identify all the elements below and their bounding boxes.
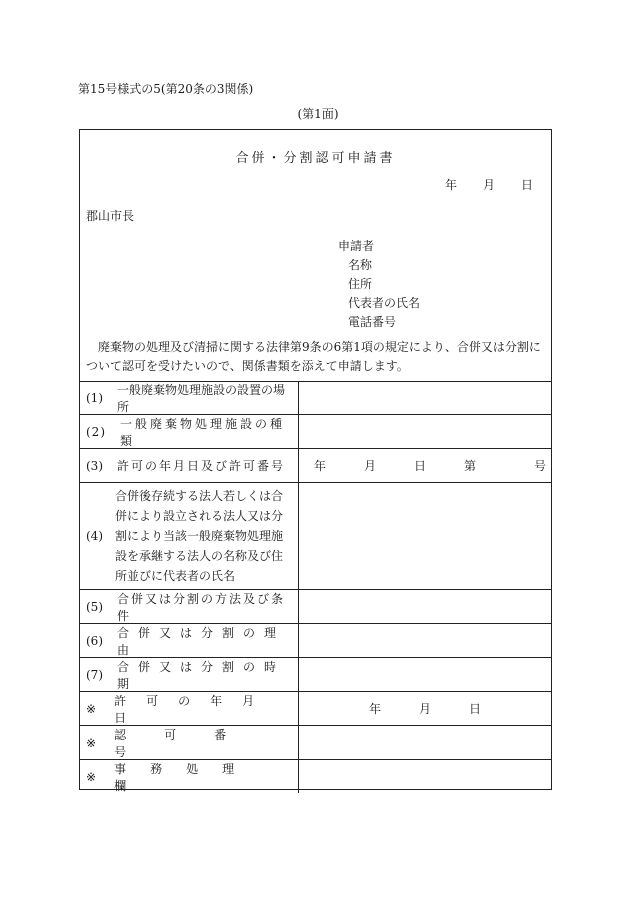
field-row-facility-type: [80, 414, 551, 448]
field-row-merger-reason: [80, 623, 551, 657]
row-number: (4): [86, 529, 103, 543]
field-row-office-processing: [80, 759, 551, 793]
row-number: (3): [86, 458, 103, 473]
row-label: 合併又は分割の方法及び条件: [117, 591, 286, 623]
form-fields-table: [80, 381, 551, 793]
facility-type-field[interactable]: [299, 415, 551, 448]
field-row-merger-timing: [80, 657, 551, 691]
applicant-name-label: 名称: [348, 258, 373, 272]
date-month-label: 月: [482, 178, 495, 192]
applicant-phone-label: 電話番号: [348, 315, 397, 329]
applicant-representative-label: 代表者の氏名: [348, 296, 421, 310]
row-label: 認可番号: [114, 727, 265, 759]
office-use-mark: ※: [86, 769, 97, 784]
applicant-block: [338, 237, 420, 332]
form-number: 第15号様式の5(第20条の3関係): [78, 82, 254, 96]
row-number: (1): [86, 391, 103, 405]
permit-day-label: 日: [413, 459, 426, 473]
application-statement: 廃棄物の処理及び清掃に関する法律第9条の6第1項の規定により、合併又は分割について認可を受けたいので、関係書類を添えて申請します。: [86, 340, 541, 373]
field-row-permit-date-number: [80, 448, 551, 482]
row-label: 合併又は分割の時期: [117, 659, 286, 691]
row-number: (2): [86, 424, 106, 439]
permit-date-number-field[interactable]: [299, 449, 551, 482]
row-label: 合併又は分割の理由: [117, 625, 286, 657]
approval-year-label: 年: [368, 702, 381, 716]
merger-timing-field[interactable]: [299, 658, 551, 691]
field-row-merger-method: [80, 589, 551, 623]
facility-location-field[interactable]: [299, 382, 551, 414]
office-use-mark: ※: [86, 735, 97, 750]
field-row-successor-corporation: [80, 482, 551, 589]
permit-number-prefix: 第: [464, 459, 477, 473]
approval-number-field[interactable]: [299, 726, 551, 759]
row-number: (5): [86, 599, 103, 614]
form-header-section: [80, 130, 551, 381]
row-number: (6): [86, 633, 103, 648]
row-label: 許可の年月日及び許可番号: [117, 459, 286, 473]
office-processing-field[interactable]: [299, 760, 551, 793]
permit-number-suffix: 号: [534, 459, 547, 473]
permit-month-label: 月: [363, 459, 376, 473]
row-label: 許可の年月日: [114, 693, 275, 725]
successor-corporation-field[interactable]: [299, 483, 551, 589]
date-year-label: 年: [444, 178, 457, 192]
date-day-label: 日: [520, 178, 533, 192]
field-row-facility-location: [80, 381, 551, 414]
permit-year-label: 年: [313, 459, 326, 473]
merger-method-field[interactable]: [299, 590, 551, 623]
addressee: 郡山市長: [86, 209, 135, 223]
row-label: 一般廃棄物処理施設の種類: [120, 416, 286, 448]
office-use-mark: ※: [86, 701, 97, 716]
approval-day-label: 日: [469, 702, 482, 716]
row-label: 合併後存続する法人若しくは合併により設立される法人又は分割により当該一般廃棄物処理施設を承継する法人の名称及び住所並びに代表者の氏名: [115, 489, 284, 583]
field-row-approval-number: [80, 725, 551, 759]
applicant-label: 申請者: [338, 239, 375, 253]
application-form: [79, 129, 552, 793]
field-row-approval-date: [80, 691, 551, 725]
approval-month-label: 月: [418, 702, 431, 716]
applicant-address-label: 住所: [348, 277, 373, 291]
row-label: 一般廃棄物処理施設の設置の場所: [117, 383, 286, 414]
approval-date-field[interactable]: [299, 692, 551, 725]
form-title: 合併・分割認可申請書: [235, 151, 396, 166]
row-label: 事務処理欄: [114, 761, 259, 793]
row-number: (7): [86, 667, 103, 682]
merger-reason-field[interactable]: [299, 624, 551, 657]
page-label: (第1面): [297, 107, 339, 121]
submission-date: [445, 176, 533, 193]
